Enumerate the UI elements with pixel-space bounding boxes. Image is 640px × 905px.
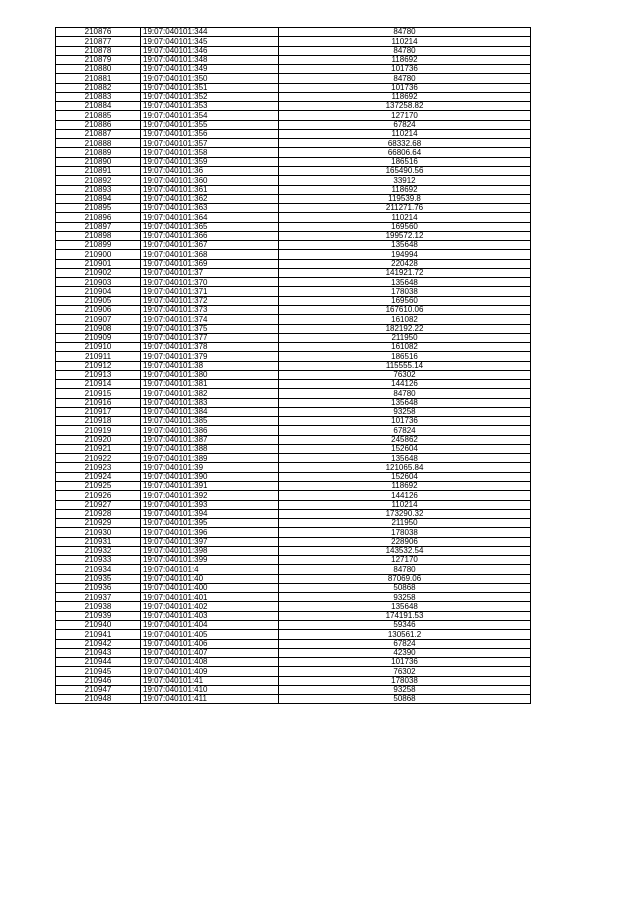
cadastral-number-cell: 19:07:040101:374	[141, 315, 279, 324]
value-cell: 127170	[279, 111, 531, 120]
cadastral-number-cell: 19:07:040101:398	[141, 546, 279, 555]
table-row	[56, 65, 531, 74]
row-number-cell: 210912	[56, 361, 141, 370]
row-number-cell: 210944	[56, 658, 141, 667]
cadastral-number-cell: 19:07:040101:372	[141, 296, 279, 305]
cadastral-number-cell: 19:07:040101:355	[141, 120, 279, 129]
cadastral-number-cell: 19:07:040101:364	[141, 213, 279, 222]
value-cell: 167610.06	[279, 305, 531, 314]
table-row	[56, 454, 531, 463]
row-number-cell: 210928	[56, 509, 141, 518]
table-row	[56, 194, 531, 203]
row-number-cell: 210935	[56, 574, 141, 583]
table-row	[56, 565, 531, 574]
row-number-cell: 210891	[56, 166, 141, 175]
cadastral-number-cell: 19:07:040101:384	[141, 407, 279, 416]
table-row	[56, 593, 531, 602]
value-cell: 87069.06	[279, 574, 531, 583]
value-cell: 67824	[279, 639, 531, 648]
cadastral-number-cell: 19:07:040101:344	[141, 28, 279, 37]
value-cell: 165490.56	[279, 166, 531, 175]
row-number-cell: 210877	[56, 37, 141, 46]
row-number-cell: 210943	[56, 648, 141, 657]
row-number-cell: 210930	[56, 528, 141, 537]
value-cell: 101736	[279, 658, 531, 667]
table-row	[56, 380, 531, 389]
value-cell: 245862	[279, 435, 531, 444]
value-cell: 67824	[279, 120, 531, 129]
table-row	[56, 621, 531, 630]
table-row	[56, 120, 531, 129]
row-number-cell: 210883	[56, 92, 141, 101]
cadastral-number-cell: 19:07:040101:409	[141, 667, 279, 676]
value-cell: 152604	[279, 472, 531, 481]
cadastral-number-cell: 19:07:040101:346	[141, 46, 279, 55]
table-row	[56, 658, 531, 667]
row-number-cell: 210941	[56, 630, 141, 639]
value-cell: 115555.14	[279, 361, 531, 370]
value-cell: 68332.68	[279, 139, 531, 148]
cadastral-number-cell: 19:07:040101:405	[141, 630, 279, 639]
table-row	[56, 37, 531, 46]
cadastral-number-cell: 19:07:040101:380	[141, 370, 279, 379]
value-cell: 186516	[279, 352, 531, 361]
cadastral-number-cell: 19:07:040101:396	[141, 528, 279, 537]
table-row	[56, 667, 531, 676]
cadastral-number-cell: 19:07:040101:354	[141, 111, 279, 120]
table-row	[56, 46, 531, 55]
row-number-cell: 210914	[56, 380, 141, 389]
cadastral-number-cell: 19:07:040101:351	[141, 83, 279, 92]
row-number-cell: 210917	[56, 407, 141, 416]
value-cell: 178038	[279, 528, 531, 537]
table-row	[56, 463, 531, 472]
table-row	[56, 528, 531, 537]
cadastral-number-cell: 19:07:040101:403	[141, 611, 279, 620]
value-cell: 84780	[279, 565, 531, 574]
value-cell: 42390	[279, 648, 531, 657]
cadastral-number-cell: 19:07:040101:349	[141, 65, 279, 74]
table-row	[56, 648, 531, 657]
cadastral-number-cell: 19:07:040101:404	[141, 621, 279, 630]
table-row	[56, 148, 531, 157]
row-number-cell: 210932	[56, 546, 141, 555]
table-row	[56, 426, 531, 435]
cadastral-number-cell: 19:07:040101:382	[141, 389, 279, 398]
value-cell: 101736	[279, 83, 531, 92]
table-row	[56, 370, 531, 379]
cadastral-number-cell: 19:07:040101:4	[141, 565, 279, 574]
value-cell: 84780	[279, 46, 531, 55]
table-row	[56, 83, 531, 92]
table-row	[56, 389, 531, 398]
value-cell: 33912	[279, 176, 531, 185]
cadastral-number-cell: 19:07:040101:385	[141, 417, 279, 426]
value-cell: 194994	[279, 250, 531, 259]
table-row	[56, 583, 531, 592]
value-cell: 110214	[279, 213, 531, 222]
data-table	[55, 27, 531, 704]
cadastral-number-cell: 19:07:040101:394	[141, 509, 279, 518]
value-cell: 118692	[279, 92, 531, 101]
table-row	[56, 250, 531, 259]
value-cell: 118692	[279, 482, 531, 491]
row-number-cell: 210898	[56, 231, 141, 240]
table-row	[56, 129, 531, 138]
cadastral-number-cell: 19:07:040101:400	[141, 583, 279, 592]
value-cell: 178038	[279, 676, 531, 685]
table-row	[56, 102, 531, 111]
table-row	[56, 630, 531, 639]
table-row	[56, 278, 531, 287]
row-number-cell: 210890	[56, 157, 141, 166]
cadastral-number-cell: 19:07:040101:391	[141, 482, 279, 491]
row-number-cell: 210922	[56, 454, 141, 463]
row-number-cell: 210938	[56, 602, 141, 611]
table-row	[56, 111, 531, 120]
value-cell: 110214	[279, 500, 531, 509]
table-row	[56, 139, 531, 148]
row-number-cell: 210908	[56, 324, 141, 333]
row-number-cell: 210940	[56, 621, 141, 630]
row-number-cell: 210927	[56, 500, 141, 509]
table-row	[56, 176, 531, 185]
cadastral-number-cell: 19:07:040101:371	[141, 287, 279, 296]
cadastral-number-cell: 19:07:040101:37	[141, 268, 279, 277]
row-number-cell: 210893	[56, 185, 141, 194]
row-number-cell: 210896	[56, 213, 141, 222]
row-number-cell: 210936	[56, 583, 141, 592]
cadastral-number-cell: 19:07:040101:379	[141, 352, 279, 361]
value-cell: 84780	[279, 389, 531, 398]
row-number-cell: 210880	[56, 65, 141, 74]
row-number-cell: 210939	[56, 611, 141, 620]
row-number-cell: 210919	[56, 426, 141, 435]
cadastral-number-cell: 19:07:040101:360	[141, 176, 279, 185]
cadastral-number-cell: 19:07:040101:370	[141, 278, 279, 287]
table-row	[56, 55, 531, 64]
row-number-cell: 210931	[56, 537, 141, 546]
value-cell: 118692	[279, 55, 531, 64]
row-number-cell: 210937	[56, 593, 141, 602]
cadastral-number-cell: 19:07:040101:395	[141, 519, 279, 528]
cadastral-number-cell: 19:07:040101:399	[141, 556, 279, 565]
value-cell: 66806.64	[279, 148, 531, 157]
cadastral-number-cell: 19:07:040101:407	[141, 648, 279, 657]
table-row	[56, 287, 531, 296]
row-number-cell: 210910	[56, 343, 141, 352]
value-cell: 137258.82	[279, 102, 531, 111]
table-row	[56, 602, 531, 611]
value-cell: 121065.84	[279, 463, 531, 472]
row-number-cell: 210882	[56, 83, 141, 92]
cadastral-number-cell: 19:07:040101:359	[141, 157, 279, 166]
row-number-cell: 210878	[56, 46, 141, 55]
value-cell: 141921.72	[279, 268, 531, 277]
cadastral-number-cell: 19:07:040101:393	[141, 500, 279, 509]
row-number-cell: 210900	[56, 250, 141, 259]
cadastral-number-cell: 19:07:040101:366	[141, 231, 279, 240]
cadastral-number-cell: 19:07:040101:356	[141, 129, 279, 138]
value-cell: 93258	[279, 685, 531, 694]
cadastral-number-cell: 19:07:040101:358	[141, 148, 279, 157]
row-number-cell: 210906	[56, 305, 141, 314]
table-row	[56, 268, 531, 277]
cadastral-number-cell: 19:07:040101:363	[141, 204, 279, 213]
row-number-cell: 210905	[56, 296, 141, 305]
cadastral-number-cell: 19:07:040101:350	[141, 74, 279, 83]
value-cell: 143532.54	[279, 546, 531, 555]
value-cell: 84780	[279, 74, 531, 83]
table-row	[56, 472, 531, 481]
cadastral-number-cell: 19:07:040101:362	[141, 194, 279, 203]
row-number-cell: 210892	[56, 176, 141, 185]
row-number-cell: 210879	[56, 55, 141, 64]
value-cell: 101736	[279, 417, 531, 426]
value-cell: 127170	[279, 556, 531, 565]
cadastral-number-cell: 19:07:040101:408	[141, 658, 279, 667]
cadastral-number-cell: 19:07:040101:353	[141, 102, 279, 111]
row-number-cell: 210942	[56, 639, 141, 648]
table-row	[56, 417, 531, 426]
cadastral-number-cell: 19:07:040101:411	[141, 695, 279, 704]
cadastral-number-cell: 19:07:040101:361	[141, 185, 279, 194]
cadastral-number-cell: 19:07:040101:375	[141, 324, 279, 333]
row-number-cell: 210886	[56, 120, 141, 129]
table-row	[56, 296, 531, 305]
value-cell: 130561.2	[279, 630, 531, 639]
table-row	[56, 241, 531, 250]
row-number-cell: 210948	[56, 695, 141, 704]
table-row	[56, 315, 531, 324]
row-number-cell: 210945	[56, 667, 141, 676]
row-number-cell: 210894	[56, 194, 141, 203]
table-row	[56, 491, 531, 500]
table-row	[56, 361, 531, 370]
row-number-cell: 210925	[56, 482, 141, 491]
row-number-cell: 210920	[56, 435, 141, 444]
row-number-cell: 210921	[56, 444, 141, 453]
table-row	[56, 185, 531, 194]
value-cell: 182192.22	[279, 324, 531, 333]
cadastral-number-cell: 19:07:040101:39	[141, 463, 279, 472]
table-row	[56, 333, 531, 342]
value-cell: 144126	[279, 380, 531, 389]
value-cell: 93258	[279, 593, 531, 602]
value-cell: 211950	[279, 519, 531, 528]
row-number-cell: 210885	[56, 111, 141, 120]
table-row	[56, 157, 531, 166]
table-row	[56, 509, 531, 518]
row-number-cell: 210909	[56, 333, 141, 342]
table-row	[56, 482, 531, 491]
value-cell: 101736	[279, 65, 531, 74]
value-cell: 84780	[279, 28, 531, 37]
row-number-cell: 210897	[56, 222, 141, 231]
table-row	[56, 74, 531, 83]
value-cell: 135648	[279, 602, 531, 611]
cadastral-number-cell: 19:07:040101:377	[141, 333, 279, 342]
row-number-cell: 210902	[56, 268, 141, 277]
row-number-cell: 210946	[56, 676, 141, 685]
value-cell: 169560	[279, 296, 531, 305]
cadastral-number-cell: 19:07:040101:402	[141, 602, 279, 611]
value-cell: 211950	[279, 333, 531, 342]
cadastral-number-cell: 19:07:040101:348	[141, 55, 279, 64]
row-number-cell: 210933	[56, 556, 141, 565]
cadastral-number-cell: 19:07:040101:386	[141, 426, 279, 435]
row-number-cell: 210915	[56, 389, 141, 398]
cadastral-number-cell: 19:07:040101:368	[141, 250, 279, 259]
row-number-cell: 210881	[56, 74, 141, 83]
cadastral-number-cell: 19:07:040101:373	[141, 305, 279, 314]
row-number-cell: 210901	[56, 259, 141, 268]
value-cell: 110214	[279, 129, 531, 138]
table-row	[56, 556, 531, 565]
cadastral-number-cell: 19:07:040101:352	[141, 92, 279, 101]
cadastral-number-cell: 19:07:040101:36	[141, 166, 279, 175]
value-cell: 161082	[279, 343, 531, 352]
row-number-cell: 210947	[56, 685, 141, 694]
row-number-cell: 210876	[56, 28, 141, 37]
table-row	[56, 222, 531, 231]
value-cell: 169560	[279, 222, 531, 231]
cadastral-number-cell: 19:07:040101:41	[141, 676, 279, 685]
table-row	[56, 343, 531, 352]
cadastral-number-cell: 19:07:040101:369	[141, 259, 279, 268]
row-number-cell: 210911	[56, 352, 141, 361]
row-number-cell: 210903	[56, 278, 141, 287]
value-cell: 211271.76	[279, 204, 531, 213]
value-cell: 59346	[279, 621, 531, 630]
table-row	[56, 500, 531, 509]
value-cell: 135648	[279, 398, 531, 407]
value-cell: 76302	[279, 667, 531, 676]
value-cell: 199572.12	[279, 231, 531, 240]
table-row	[56, 204, 531, 213]
cadastral-number-cell: 19:07:040101:389	[141, 454, 279, 463]
value-cell: 228906	[279, 537, 531, 546]
table-row	[56, 259, 531, 268]
row-number-cell: 210918	[56, 417, 141, 426]
table-row	[56, 444, 531, 453]
cadastral-number-cell: 19:07:040101:345	[141, 37, 279, 46]
table-row	[56, 352, 531, 361]
value-cell: 50868	[279, 695, 531, 704]
cadastral-number-cell: 19:07:040101:410	[141, 685, 279, 694]
table-row	[56, 231, 531, 240]
row-number-cell: 210904	[56, 287, 141, 296]
cadastral-number-cell: 19:07:040101:38	[141, 361, 279, 370]
value-cell: 118692	[279, 185, 531, 194]
value-cell: 67824	[279, 426, 531, 435]
value-cell: 76302	[279, 370, 531, 379]
row-number-cell: 210884	[56, 102, 141, 111]
cadastral-number-cell: 19:07:040101:388	[141, 444, 279, 453]
row-number-cell: 210888	[56, 139, 141, 148]
value-cell: 186516	[279, 157, 531, 166]
table-body	[56, 28, 531, 704]
row-number-cell: 210899	[56, 241, 141, 250]
value-cell: 50868	[279, 583, 531, 592]
table-row	[56, 166, 531, 175]
value-cell: 173290.32	[279, 509, 531, 518]
row-number-cell: 210926	[56, 491, 141, 500]
row-number-cell: 210924	[56, 472, 141, 481]
cadastral-number-cell: 19:07:040101:383	[141, 398, 279, 407]
cadastral-number-cell: 19:07:040101:406	[141, 639, 279, 648]
row-number-cell: 210929	[56, 519, 141, 528]
cadastral-number-cell: 19:07:040101:365	[141, 222, 279, 231]
table-row	[56, 28, 531, 37]
table-row	[56, 574, 531, 583]
row-number-cell: 210934	[56, 565, 141, 574]
value-cell: 135648	[279, 241, 531, 250]
cadastral-number-cell: 19:07:040101:357	[141, 139, 279, 148]
value-cell: 144126	[279, 491, 531, 500]
cadastral-number-cell: 19:07:040101:40	[141, 574, 279, 583]
value-cell: 93258	[279, 407, 531, 416]
cadastral-number-cell: 19:07:040101:378	[141, 343, 279, 352]
row-number-cell: 210913	[56, 370, 141, 379]
table-row	[56, 639, 531, 648]
row-number-cell: 210895	[56, 204, 141, 213]
row-number-cell: 210923	[56, 463, 141, 472]
table-row	[56, 92, 531, 101]
cadastral-number-cell: 19:07:040101:392	[141, 491, 279, 500]
table-row	[56, 685, 531, 694]
value-cell: 110214	[279, 37, 531, 46]
table-row	[56, 213, 531, 222]
value-cell: 161082	[279, 315, 531, 324]
table-row	[56, 519, 531, 528]
table-row	[56, 676, 531, 685]
table-row	[56, 435, 531, 444]
row-number-cell: 210916	[56, 398, 141, 407]
value-cell: 135648	[279, 278, 531, 287]
table-row	[56, 546, 531, 555]
table-row	[56, 305, 531, 314]
table-row	[56, 324, 531, 333]
cadastral-number-cell: 19:07:040101:397	[141, 537, 279, 546]
value-cell: 119539.8	[279, 194, 531, 203]
cadastral-number-cell: 19:07:040101:381	[141, 380, 279, 389]
table-row	[56, 611, 531, 620]
cadastral-number-cell: 19:07:040101:387	[141, 435, 279, 444]
row-number-cell: 210907	[56, 315, 141, 324]
row-number-cell: 210887	[56, 129, 141, 138]
value-cell: 174191.53	[279, 611, 531, 620]
value-cell: 178038	[279, 287, 531, 296]
table-row	[56, 407, 531, 416]
value-cell: 135648	[279, 454, 531, 463]
cadastral-number-cell: 19:07:040101:390	[141, 472, 279, 481]
table-row	[56, 537, 531, 546]
value-cell: 220428	[279, 259, 531, 268]
table-row	[56, 398, 531, 407]
cadastral-number-cell: 19:07:040101:367	[141, 241, 279, 250]
value-cell: 152604	[279, 444, 531, 453]
cadastral-number-cell: 19:07:040101:401	[141, 593, 279, 602]
table-row	[56, 695, 531, 704]
row-number-cell: 210889	[56, 148, 141, 157]
